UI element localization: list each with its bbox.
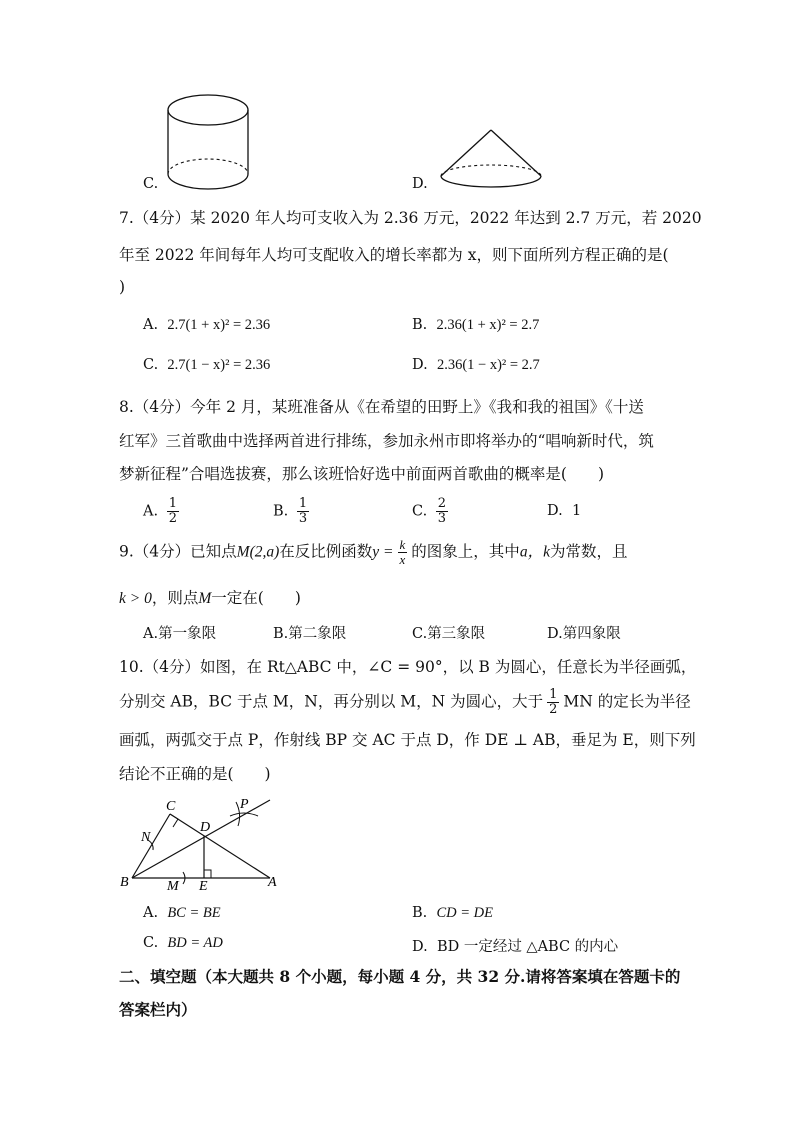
q8-stem-line2: 红军》三首歌曲中选择两首进行排练，参加永州市即将举办的“唱响新时代，筑: [119, 432, 654, 450]
label-c: C: [166, 799, 176, 814]
numerator: 2: [437, 496, 447, 511]
q8-option-b[interactable]: [273, 497, 313, 526]
fraction-one-half: [547, 688, 559, 717]
q9-option-b[interactable]: [273, 622, 346, 643]
option-text: 2.7(1 − x)² = 2.36: [167, 357, 271, 373]
text: ，则点: [151, 589, 199, 607]
text: 在反比例函数: [279, 542, 373, 561]
option-label: C.: [143, 357, 159, 373]
q9-stem-line1: [119, 538, 627, 567]
q9-option-c[interactable]: [412, 622, 485, 643]
label-p: P: [240, 797, 249, 812]
option-text: BD 一定经过 △ABC 的内心: [436, 939, 619, 955]
segment-bc: [132, 814, 170, 878]
option-label: D.: [412, 939, 428, 955]
q8-stem-line1: 8.（4分）今年 2 月，某班准备从《在希望的田野上》《我和我的祖国》《十送: [119, 398, 644, 416]
text: 一定在( ): [211, 589, 301, 607]
var-k: k: [543, 543, 550, 561]
section-2-heading-line1: 二、填空题（本大题共 8 个小题，每小题 4 分，共 32 分.请将答案填在答题卡的: [119, 967, 681, 986]
q10-option-d[interactable]: [412, 935, 618, 956]
option-label: B.: [412, 317, 428, 333]
right-angle-c: [170, 814, 178, 827]
q9-option-d[interactable]: [547, 622, 621, 643]
option-label: B.: [273, 626, 289, 642]
q10-option-a[interactable]: [143, 905, 221, 922]
fraction: [167, 497, 179, 526]
text: 9.（4分）已知点: [119, 542, 237, 561]
fraction: [297, 497, 309, 526]
triangle-construction-figure: [112, 794, 287, 894]
q7-stem-line2: 年至 2022 年间每年人均可支配收入的增长率都为 x，则下面所列方程正确的是(: [119, 246, 669, 264]
fraction: [436, 497, 448, 526]
point-m: M(2,a): [236, 543, 280, 561]
option-text: 1: [571, 503, 582, 519]
option-text: 第二象限: [288, 626, 347, 642]
text: 为常数，且: [549, 542, 628, 561]
q9-stem-line2: [119, 586, 301, 608]
condition: k > 0: [119, 590, 152, 607]
option-label: A.: [143, 317, 159, 333]
option-label: A.: [143, 905, 159, 921]
q10-stem-line2: [119, 688, 691, 717]
fraction-k-over-x: [398, 538, 408, 567]
option-text: CD = DE: [436, 905, 493, 921]
option-label: A.: [143, 503, 159, 520]
q7-option-a[interactable]: [143, 317, 270, 334]
q10-option-b[interactable]: [412, 905, 493, 922]
option-label: C.: [412, 626, 428, 642]
q7-option-c[interactable]: [143, 357, 270, 374]
option-text: BC = BE: [167, 905, 221, 921]
q7-option-b[interactable]: [412, 317, 539, 334]
label-b: B: [120, 875, 129, 890]
section-2-heading-line2: 答案栏内）: [119, 1000, 197, 1019]
text: 分别交 AB，BC 于点 M，N，再分别以 M，N 为圆心，大于: [119, 692, 544, 711]
option-label: C.: [143, 935, 159, 951]
option-label: D.: [547, 503, 563, 519]
option-text: 第三象限: [427, 626, 486, 642]
cylinder-figure: [160, 92, 260, 196]
label-m: M: [167, 879, 179, 894]
text: MN 的定长为半径: [563, 692, 691, 711]
segment-ca: [170, 814, 270, 878]
numerator: 1: [168, 496, 177, 511]
numerator: 1: [298, 496, 308, 511]
var-a: a，: [519, 543, 544, 561]
option-label: D.: [412, 357, 428, 373]
q7-stem-line1: 7.（4分）某 2020 年人均可支收入为 2.36 万元，2022 年达到 2.7 万元，若 2020: [119, 209, 702, 227]
option-label: C.: [412, 503, 428, 520]
label-a: A: [268, 875, 277, 890]
q7-stem-line3: ): [119, 278, 126, 296]
label-e: E: [199, 879, 208, 894]
option-text: 第一象限: [158, 626, 217, 642]
q6-option-d-label: D.: [412, 176, 428, 192]
denominator: 2: [549, 702, 558, 717]
option-text: 第四象限: [562, 626, 621, 642]
label-d: D: [200, 820, 211, 835]
right-angle-e: [204, 870, 211, 878]
denominator: x: [399, 552, 406, 567]
option-label: A.: [143, 626, 159, 642]
q10-option-c[interactable]: [143, 935, 223, 952]
q9-option-a[interactable]: [143, 622, 216, 643]
ray-bp: [132, 800, 270, 878]
denominator: 3: [437, 511, 447, 526]
numerator: k: [399, 537, 406, 552]
q7-option-d[interactable]: [412, 357, 540, 374]
q8-option-d[interactable]: [547, 503, 581, 519]
option-text: 2.7(1 + x)² = 2.36: [167, 317, 271, 333]
option-label: B.: [273, 503, 289, 520]
var-m: M: [198, 590, 212, 607]
q8-option-a[interactable]: [143, 497, 183, 526]
cone-figure: [436, 124, 546, 194]
function-lhs: y =: [372, 543, 394, 561]
option-text: 2.36(1 − x)² = 2.7: [436, 357, 540, 373]
text: 的图象上，其中: [411, 542, 520, 561]
option-text: BD = AD: [167, 935, 223, 951]
denominator: 3: [298, 511, 308, 526]
q10-stem-line3: 画弧，两弧交于点 P，作射线 BP 交 AC 于点 D，作 DE ⊥ AB，垂足为 E，则下列: [119, 731, 696, 749]
numerator: 1: [549, 687, 558, 702]
q8-option-c[interactable]: [412, 497, 452, 526]
option-label: B.: [412, 905, 428, 921]
label-n: N: [141, 830, 151, 845]
q8-stem-line3: 梦新征程”合唱选拔赛，那么该班恰好选中前面两首歌曲的概率是( ): [119, 465, 605, 483]
q10-stem-line1: 10.（4分）如图，在 Rt△ABC 中，∠C = 90°，以 B 为圆心，任意长为半径画弧，: [119, 658, 697, 676]
option-label: D.: [547, 626, 563, 642]
denominator: 2: [168, 511, 177, 526]
q10-stem-line4: 结论不正确的是( ): [119, 765, 271, 783]
option-text: 2.36(1 + x)² = 2.7: [436, 317, 540, 333]
q6-option-c-label: C.: [143, 176, 159, 192]
